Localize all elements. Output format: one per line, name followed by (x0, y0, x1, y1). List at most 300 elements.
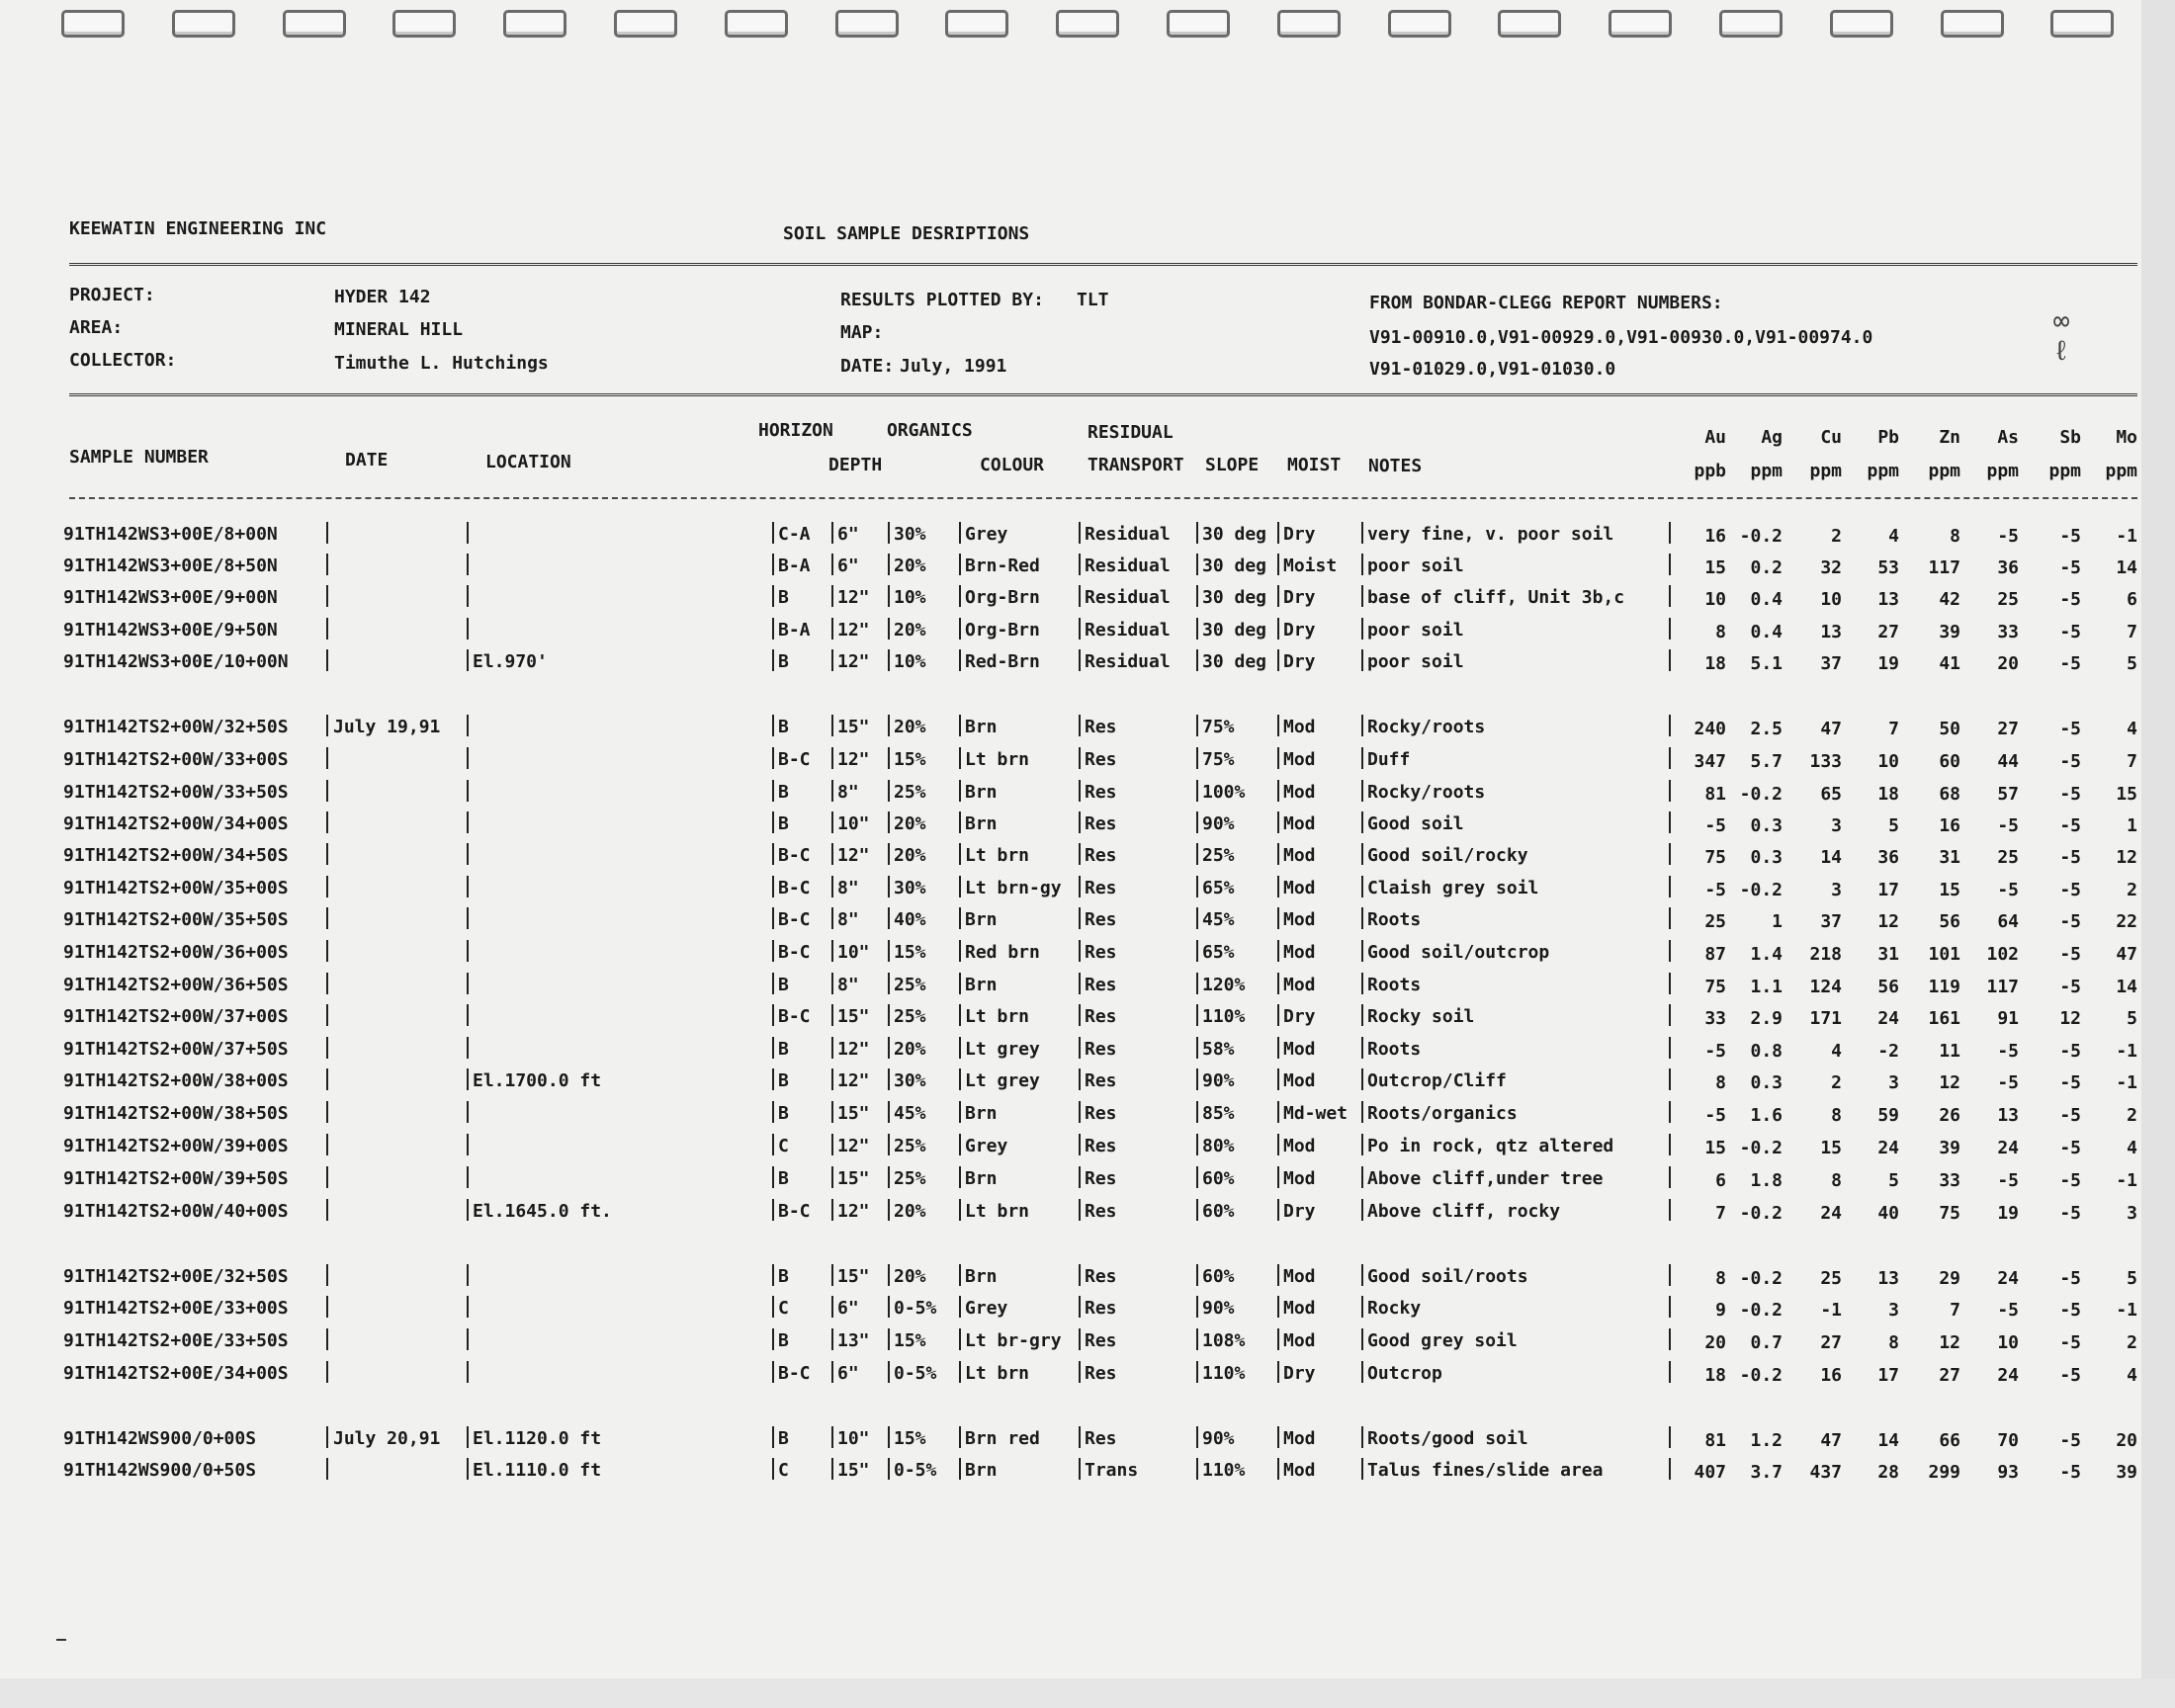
cell-assay-au: -5 (1704, 880, 1726, 900)
column-separator (888, 554, 890, 575)
cell-depth: 15" (837, 717, 870, 737)
cell-colour: Lt brn (965, 1363, 1030, 1384)
column-separator (467, 1264, 469, 1286)
cell-notes: Good grey soil (1367, 1330, 1518, 1351)
cell-depth: 6" (837, 524, 859, 545)
cell-sample: 91TH142TS2+00W/39+00S (63, 1136, 289, 1156)
cell-sample: 91TH142TS2+00W/35+50S (63, 909, 289, 930)
column-separator (1277, 1101, 1279, 1123)
cell-transport: Res (1085, 1266, 1117, 1287)
column-separator (326, 907, 328, 929)
cell-assay-ag: 1.1 (1750, 977, 1783, 997)
cell-depth: 12" (837, 1136, 870, 1156)
cell-horizon: B-C (778, 878, 811, 898)
cell-assay-sb: -5 (2059, 1268, 2081, 1289)
cell-assay-zn: 16 (1939, 815, 1960, 836)
feed-hole (1167, 10, 1230, 38)
cell-assay-zn: 60 (1939, 751, 1960, 772)
column-separator (1277, 1458, 1279, 1480)
column-separator (959, 522, 961, 544)
column-separator (1361, 618, 1363, 640)
column-separator (326, 1458, 328, 1480)
column-separator (1196, 780, 1198, 802)
cell-notes: Good soil/roots (1367, 1266, 1528, 1287)
cell-assay-mo: -1 (2116, 1300, 2137, 1321)
column-separator (831, 876, 833, 897)
column-separator (1361, 1037, 1363, 1059)
cell-horizon: B-C (778, 942, 811, 963)
column-separator (772, 1458, 774, 1480)
cell-sample: 91TH142WS3+00E/8+00N (63, 524, 278, 545)
column-separator (1196, 1328, 1198, 1350)
cell-assay-ag: 0.7 (1750, 1332, 1783, 1353)
column-separator (772, 1004, 774, 1026)
cell-assay-zn: 27 (1939, 1365, 1960, 1386)
cell-horizon: B (778, 717, 789, 737)
column-separator (467, 973, 469, 994)
column-separator (1361, 1426, 1363, 1448)
column-separator (326, 522, 328, 544)
cell-transport: Res (1085, 1006, 1117, 1027)
column-separator (831, 1199, 833, 1221)
column-separator (888, 1068, 890, 1090)
cell-assay-ag: 1.6 (1750, 1105, 1783, 1126)
cell-assay-au: 75 (1704, 847, 1726, 868)
cell-assay-ag: 1 (1772, 911, 1783, 932)
column-separator (959, 618, 961, 640)
cell-depth: 8" (837, 909, 859, 930)
cell-organics: 15% (894, 942, 926, 963)
cell-assay-pb: 5 (1888, 815, 1899, 836)
reports-line-2: V91-01029.0,V91-01030.0 (1369, 359, 1616, 380)
cell-sample: 91TH142WS3+00E/9+50N (63, 620, 278, 640)
cell-horizon: B-A (778, 620, 811, 640)
cell-organics: 0-5% (894, 1363, 937, 1384)
cell-assay-zn: 26 (1939, 1105, 1960, 1126)
cell-moist: Mod (1283, 878, 1316, 898)
cell-slope: 30 deg (1202, 555, 1267, 576)
cell-assay-as: 70 (1997, 1430, 2019, 1451)
cell-notes: Outcrop (1367, 1363, 1442, 1384)
column-separator (888, 618, 890, 640)
cell-sample: 91TH142WS900/0+50S (63, 1460, 257, 1481)
feed-hole (1056, 10, 1119, 38)
cell-assay-sb: -5 (2059, 944, 2081, 965)
feed-hole (835, 10, 899, 38)
cell-organics: 15% (894, 1330, 926, 1351)
cell-assay-mo: -1 (2116, 1072, 2137, 1093)
column-separator (1196, 1264, 1198, 1286)
cell-assay-cu: 10 (1820, 589, 1842, 610)
column-separator (772, 843, 774, 865)
cell-assay-mo: -1 (2116, 1041, 2137, 1062)
cell-sample: 91TH142TS2+00W/33+50S (63, 782, 289, 803)
cell-sample: 91TH142TS2+00E/33+00S (63, 1298, 289, 1319)
cell-date: July 19,91 (333, 717, 441, 737)
cell-horizon: B-C (778, 749, 811, 770)
cell-assay-as: 36 (1997, 557, 2019, 578)
cell-assay-as: 25 (1997, 589, 2019, 610)
col-notes: NOTES (1368, 456, 1423, 476)
cell-assay-ag: 0.3 (1750, 1072, 1783, 1093)
element-header-1: Ag (1761, 427, 1783, 448)
column-separator (888, 1004, 890, 1026)
cell-sample: 91TH142TS2+00W/35+00S (63, 878, 289, 898)
cell-slope: 30 deg (1202, 524, 1267, 545)
column-separator (326, 940, 328, 962)
column-separator (1277, 1199, 1279, 1221)
cell-moist: Mod (1283, 942, 1316, 963)
cell-notes: poor soil (1367, 555, 1464, 576)
cell-organics: 20% (894, 555, 926, 576)
cell-assay-mo: 14 (2116, 557, 2137, 578)
cell-depth: 12" (837, 749, 870, 770)
cell-organics: 30% (894, 878, 926, 898)
column-separator (1196, 618, 1198, 640)
cell-location: El.1645.0 ft. (473, 1201, 612, 1222)
cell-assay-pb: 10 (1877, 751, 1899, 772)
cell-assay-sb: -5 (2059, 526, 2081, 547)
column-separator (831, 1101, 833, 1123)
column-separator (326, 649, 328, 671)
column-separator (1196, 1037, 1198, 1059)
cell-colour: Lt grey (965, 1070, 1040, 1091)
column-separator (772, 973, 774, 994)
cell-assay-as: 117 (1986, 977, 2019, 997)
cell-assay-as: 91 (1997, 1008, 2019, 1029)
cell-assay-ag: -0.2 (1739, 526, 1783, 547)
column-separator (1196, 1199, 1198, 1221)
column-separator (772, 715, 774, 736)
cell-notes: Roots (1367, 909, 1422, 930)
cell-assay-zn: 39 (1939, 622, 1960, 642)
column-separator (1079, 1296, 1081, 1318)
column-separator (1079, 1426, 1081, 1448)
column-separator (959, 780, 961, 802)
cell-assay-sb: -5 (2059, 784, 2081, 805)
cell-assay-sb: -5 (2059, 1365, 2081, 1386)
column-separator (326, 973, 328, 994)
column-separator (1277, 649, 1279, 671)
col-location: LOCATION (485, 452, 571, 472)
cell-assay-zn: 42 (1939, 589, 1960, 610)
cell-organics: 25% (894, 1168, 926, 1189)
column-separator (831, 618, 833, 640)
cell-depth: 8" (837, 975, 859, 995)
column-separator (1079, 715, 1081, 736)
column-separator (1079, 1037, 1081, 1059)
cell-moist: Dry (1283, 620, 1316, 640)
unit-header-3: ppm (1867, 461, 1899, 481)
cell-assay-as: -5 (1997, 1041, 2019, 1062)
cell-assay-mo: 15 (2116, 784, 2137, 805)
column-separator (1079, 1199, 1081, 1221)
cell-moist: Mod (1283, 1039, 1316, 1060)
cell-assay-zn: 39 (1939, 1138, 1960, 1158)
cell-transport: Res (1085, 749, 1117, 770)
column-separator (831, 973, 833, 994)
cell-assay-cu: 3 (1831, 880, 1842, 900)
project-value: HYDER 142 (334, 287, 431, 307)
cell-moist: Mod (1283, 1070, 1316, 1091)
cell-notes: Roots/organics (1367, 1103, 1518, 1124)
cell-slope: 90% (1202, 1428, 1235, 1449)
cell-assay-au: 7 (1715, 1203, 1726, 1224)
cell-horizon: B (778, 813, 789, 834)
cell-depth: 12" (837, 620, 870, 640)
column-separator (959, 940, 961, 962)
element-header-5: As (1997, 427, 2019, 448)
feed-hole (2050, 10, 2114, 38)
cell-organics: 20% (894, 1039, 926, 1060)
cell-assay-sb: -5 (2059, 880, 2081, 900)
column-separator (467, 1458, 469, 1480)
column-separator (326, 554, 328, 575)
column-separator (1277, 940, 1279, 962)
column-separator (1079, 1101, 1081, 1123)
cell-colour: Lt brn (965, 845, 1030, 866)
col-slope: SLOPE (1205, 455, 1260, 475)
cell-sample: 91TH142TS2+00W/33+00S (63, 749, 289, 770)
cell-assay-zn: 15 (1939, 880, 1960, 900)
column-separator (959, 715, 961, 736)
column-separator (1079, 1328, 1081, 1350)
cell-assay-ag: 0.3 (1750, 815, 1783, 836)
cell-moist: Mod (1283, 1428, 1316, 1449)
map-label: MAP: (840, 322, 884, 343)
page-edge-shadow (2141, 0, 2175, 1708)
cell-assay-mo: 47 (2116, 944, 2137, 965)
collector-value: Timuthe L. Hutchings (334, 353, 549, 374)
column-separator (326, 1004, 328, 1026)
column-separator (888, 1458, 890, 1480)
cell-colour: Lt br-gry (965, 1330, 1062, 1351)
column-separator (1277, 715, 1279, 736)
feed-hole (725, 10, 788, 38)
cell-assay-pb: 40 (1877, 1203, 1899, 1224)
cell-assay-pb: 13 (1877, 589, 1899, 610)
column-separator (1079, 1068, 1081, 1090)
double-rule-top (69, 263, 2137, 266)
cell-assay-ag: 5.7 (1750, 751, 1783, 772)
column-separator (831, 1134, 833, 1155)
column-separator (1277, 1264, 1279, 1286)
cell-slope: 75% (1202, 749, 1235, 770)
feed-hole (1277, 10, 1341, 38)
column-separator (1277, 1361, 1279, 1383)
column-separator (1196, 876, 1198, 897)
cell-assay-zn: 12 (1939, 1072, 1960, 1093)
cell-colour: Org-Brn (965, 620, 1040, 640)
column-separator (959, 747, 961, 769)
cell-assay-cu: 3 (1831, 815, 1842, 836)
cell-notes: Rocky (1367, 1298, 1422, 1319)
column-separator (831, 522, 833, 544)
column-separator (831, 1264, 833, 1286)
cell-sample: 91TH142TS2+00W/34+50S (63, 845, 289, 866)
column-separator (467, 1004, 469, 1026)
column-separator (326, 1101, 328, 1123)
cell-notes: Above cliff,under tree (1367, 1168, 1604, 1189)
cell-notes: Good soil/rocky (1367, 845, 1528, 866)
column-separator (1361, 1264, 1363, 1286)
cell-depth: 15" (837, 1006, 870, 1027)
column-separator (467, 940, 469, 962)
cell-sample: 91TH142TS2+00W/36+50S (63, 975, 289, 995)
cell-organics: 15% (894, 749, 926, 770)
cell-assay-ag: -0.2 (1739, 784, 1783, 805)
cell-slope: 90% (1202, 1298, 1235, 1319)
cell-moist: Dry (1283, 524, 1316, 545)
cell-assay-as: 24 (1997, 1138, 2019, 1158)
column-separator (467, 1134, 469, 1155)
cell-horizon: B (778, 782, 789, 803)
cell-colour: Brn-Red (965, 555, 1040, 576)
column-separator (772, 1264, 774, 1286)
unit-header-0: ppb (1694, 461, 1726, 481)
column-separator (772, 1426, 774, 1448)
column-separator (326, 715, 328, 736)
column-separator (1277, 1426, 1279, 1448)
column-separator (1361, 1068, 1363, 1090)
cell-assay-ag: 3.7 (1750, 1462, 1783, 1483)
cell-assay-cu: 24 (1820, 1203, 1842, 1224)
cell-assay-sb: -5 (2059, 911, 2081, 932)
column-separator (959, 585, 961, 607)
cell-assay-as: -5 (1997, 880, 2019, 900)
column-separator (326, 1296, 328, 1318)
column-separator (1361, 876, 1363, 897)
cell-assay-pb: 4 (1888, 526, 1899, 547)
column-separator (467, 1199, 469, 1221)
cell-slope: 25% (1202, 845, 1235, 866)
column-separator (1079, 618, 1081, 640)
cell-assay-au: 407 (1694, 1462, 1726, 1483)
cell-assay-zn: 119 (1928, 977, 1960, 997)
column-separator (831, 1166, 833, 1188)
column-separator (326, 1199, 328, 1221)
column-separator (1079, 940, 1081, 962)
column-separator (772, 1101, 774, 1123)
cell-sample: 91TH142TS2+00W/38+50S (63, 1103, 289, 1124)
cell-assay-as: 33 (1997, 622, 2019, 642)
cell-slope: 60% (1202, 1168, 1235, 1189)
cell-assay-cu: 25 (1820, 1268, 1842, 1289)
cell-assay-zn: 66 (1939, 1430, 1960, 1451)
cell-slope: 110% (1202, 1006, 1246, 1027)
cell-assay-mo: 7 (2127, 751, 2137, 772)
cell-assay-ag: 1.2 (1750, 1430, 1783, 1451)
column-separator (888, 1166, 890, 1188)
cell-assay-cu: 2 (1831, 1072, 1842, 1093)
cell-assay-pb: 5 (1888, 1170, 1899, 1191)
cell-organics: 25% (894, 1006, 926, 1027)
element-header-2: Cu (1820, 427, 1842, 448)
cell-transport: Res (1085, 782, 1117, 803)
tractor-feed-holes (61, 10, 2137, 45)
column-separator (1361, 811, 1363, 833)
col-depth: DEPTH (828, 455, 883, 475)
column-separator (1277, 1328, 1279, 1350)
cell-assay-cu: 16 (1820, 1365, 1842, 1386)
cell-sample: 91TH142TS2+00W/34+00S (63, 813, 289, 834)
cell-transport: Res (1085, 717, 1117, 737)
column-separator (959, 1166, 961, 1188)
cell-assay-cu: 437 (1809, 1462, 1842, 1483)
cell-assay-ag: 0.3 (1750, 847, 1783, 868)
column-separator (1277, 585, 1279, 607)
cell-depth: 15" (837, 1168, 870, 1189)
cell-moist: Dry (1283, 1363, 1316, 1384)
column-separator (1361, 1166, 1363, 1188)
cell-horizon: B-C (778, 1201, 811, 1222)
column-separator (831, 747, 833, 769)
cell-colour: Brn (965, 909, 998, 930)
column-separator (1196, 843, 1198, 865)
cell-assay-zn: 11 (1939, 1041, 1960, 1062)
column-separator (1196, 1426, 1198, 1448)
cell-assay-ag: -0.2 (1739, 1138, 1783, 1158)
cell-assay-mo: 2 (2127, 1105, 2137, 1126)
cell-assay-au: -5 (1704, 815, 1726, 836)
cell-notes: very fine, v. poor soil (1367, 524, 1614, 545)
column-separator (888, 1134, 890, 1155)
column-separator (326, 618, 328, 640)
column-separator (959, 1199, 961, 1221)
column-separator (831, 649, 833, 671)
cell-slope: 30 deg (1202, 620, 1267, 640)
cell-slope: 30 deg (1202, 587, 1267, 608)
cell-colour: Org-Brn (965, 587, 1040, 608)
column-separator (772, 907, 774, 929)
column-separator (1361, 747, 1363, 769)
column-separator (1196, 1361, 1198, 1383)
cell-assay-pb: 19 (1877, 653, 1899, 674)
cell-horizon: B (778, 1330, 789, 1351)
cell-assay-zn: 7 (1950, 1300, 1960, 1321)
cell-sample: 91TH142TS2+00W/37+00S (63, 1006, 289, 1027)
cell-notes: Roots (1367, 1039, 1422, 1060)
column-separator (467, 1068, 469, 1090)
stray-mark (56, 1639, 66, 1641)
column-separator (467, 876, 469, 897)
column-separator (467, 522, 469, 544)
cell-assay-as: -5 (1997, 1072, 2019, 1093)
col-organics: ORGANICS (887, 420, 973, 441)
cell-colour: Brn (965, 1168, 998, 1189)
cell-assay-pb: 17 (1877, 1365, 1899, 1386)
column-separator (1079, 843, 1081, 865)
column-separator (959, 1296, 961, 1318)
cell-assay-sb: -5 (2059, 977, 2081, 997)
cell-assay-zn: 41 (1939, 653, 1960, 674)
plotted-value: TLT (1077, 290, 1109, 310)
cell-transport: Res (1085, 813, 1117, 834)
page-bottom-shadow (0, 1678, 2175, 1708)
cell-assay-as: 93 (1997, 1462, 2019, 1483)
cell-notes: Good soil (1367, 813, 1464, 834)
cell-notes: Roots/good soil (1367, 1428, 1528, 1449)
cell-assay-au: 18 (1704, 1365, 1726, 1386)
column-separator (959, 1361, 961, 1383)
cell-organics: 25% (894, 782, 926, 803)
column-separator (1361, 907, 1363, 929)
column-separator (1196, 1134, 1198, 1155)
column-separator (888, 747, 890, 769)
project-label: PROJECT: (69, 285, 155, 305)
column-separator (1361, 1458, 1363, 1480)
cell-assay-zn: 161 (1928, 1008, 1960, 1029)
